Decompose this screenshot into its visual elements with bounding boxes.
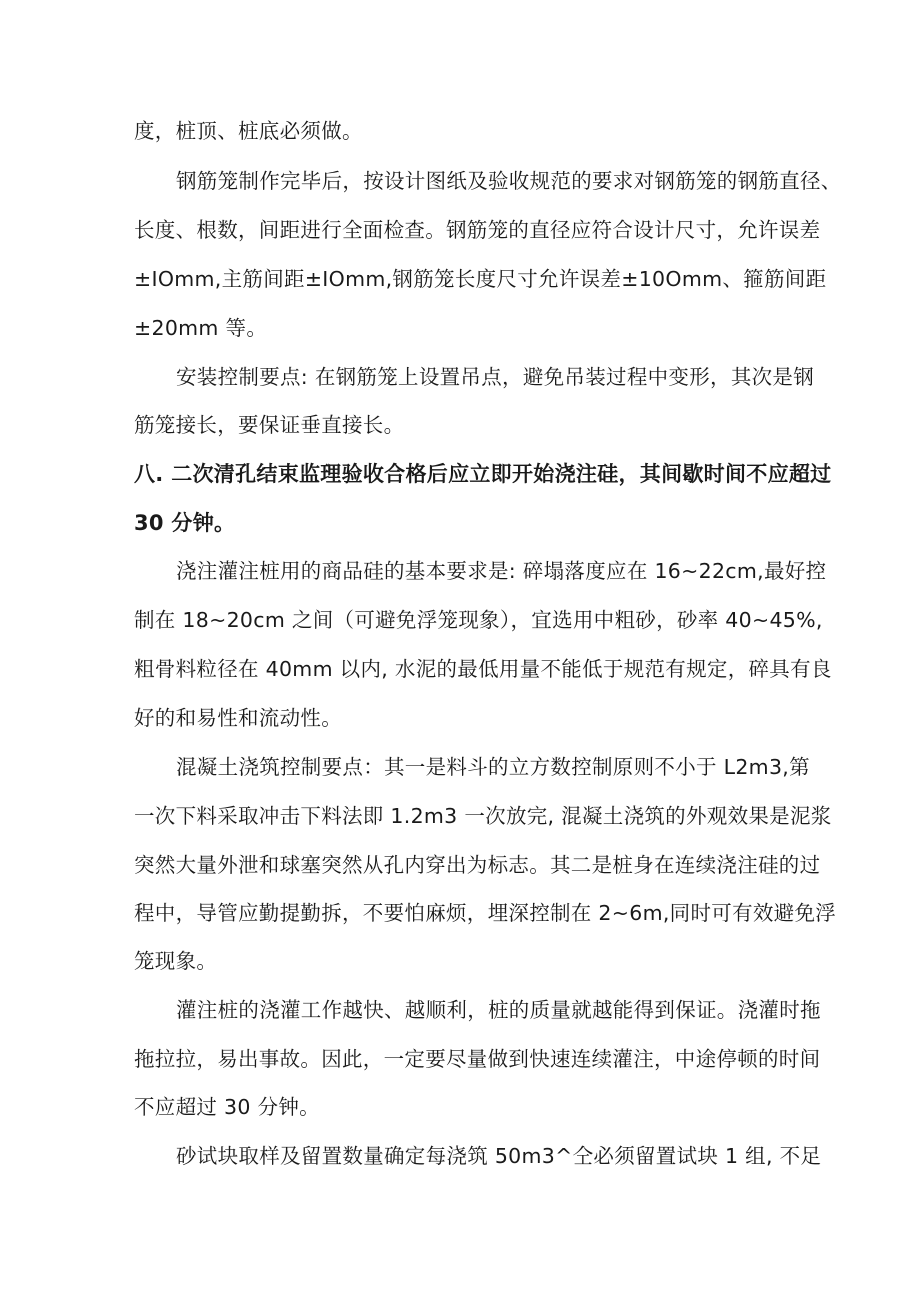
text-line: 拖拉拉，易出事故。因此，一定要尽量做到快速连续灌注，中途停顿的时间 [134, 1047, 821, 1071]
text-line: 粗骨料粒径在 40mm 以内, 水泥的最低用量不能低于规范有规定，碎具有良 [134, 657, 832, 681]
text-line: 浇注灌注桩用的商品硅的基本要求是: 碎塌落度应在 16~22cm,最好控 [176, 559, 827, 583]
text-line: 程中，导管应勤提勤拆，不要怕麻烦，埋深控制在 2~6m,同时可有效避免浮 [134, 901, 837, 925]
text-line: 笼现象。 [134, 949, 218, 973]
text-line: 长度、根数，间距进行全面检查。钢筋笼的直径应符合设计尺寸，允许误差 [134, 218, 821, 242]
section-heading: 八. 二次清孔结束监理验收合格后应立即开始浇注硅，其间歇时间不应超过 [134, 462, 832, 486]
text-line: 制在 18~20cm 之间（可避免浮笼现象），宜选用中粗砂，砂率 40~45%, [134, 608, 823, 632]
text-line: 不应超过 30 分钟。 [134, 1095, 320, 1119]
text-line: 混凝土浇筑控制要点：其一是料斗的立方数控制原则不小于 L2m3,第 [176, 755, 810, 779]
text-line: ±20mm 等。 [134, 316, 268, 340]
section-heading: 30 分钟。 [134, 511, 236, 535]
text-line: 灌注桩的浇灌工作越快、越顺利，桩的质量就越能得到保证。浇灌时拖 [176, 998, 821, 1022]
text-line: 好的和易性和流动性。 [134, 706, 342, 730]
text-line: 筋笼接长，要保证垂直接长。 [134, 413, 405, 437]
text-line: 钢筋笼制作完毕后，按设计图纸及验收规范的要求对钢筋笼的钢筋直径、 [176, 169, 842, 193]
text-line: 突然大量外泄和球塞突然从孔内穿出为标志。其二是桩身在连续浇注硅的过 [134, 853, 821, 877]
text-line: 砂试块取样及留置数量确定每浇筑 50m3^仝必须留置试块 1 组, 不足 [176, 1144, 822, 1168]
text-line: ±IOmm,主筋间距±IOmm,钢筋笼长度尺寸允许误差±10Omm、箍筋间距 [134, 267, 827, 291]
text-line: 安装控制要点: 在钢筋笼上设置吊点，避免吊装过程中变形，其次是钢 [176, 365, 815, 389]
text-line: 一次下料采取冲击下料法即 1.2m3 一次放完, 混凝土浇筑的外观效果是泥浆 [134, 804, 832, 828]
text-line: 度，桩顶、桩底必须做。 [134, 119, 363, 143]
